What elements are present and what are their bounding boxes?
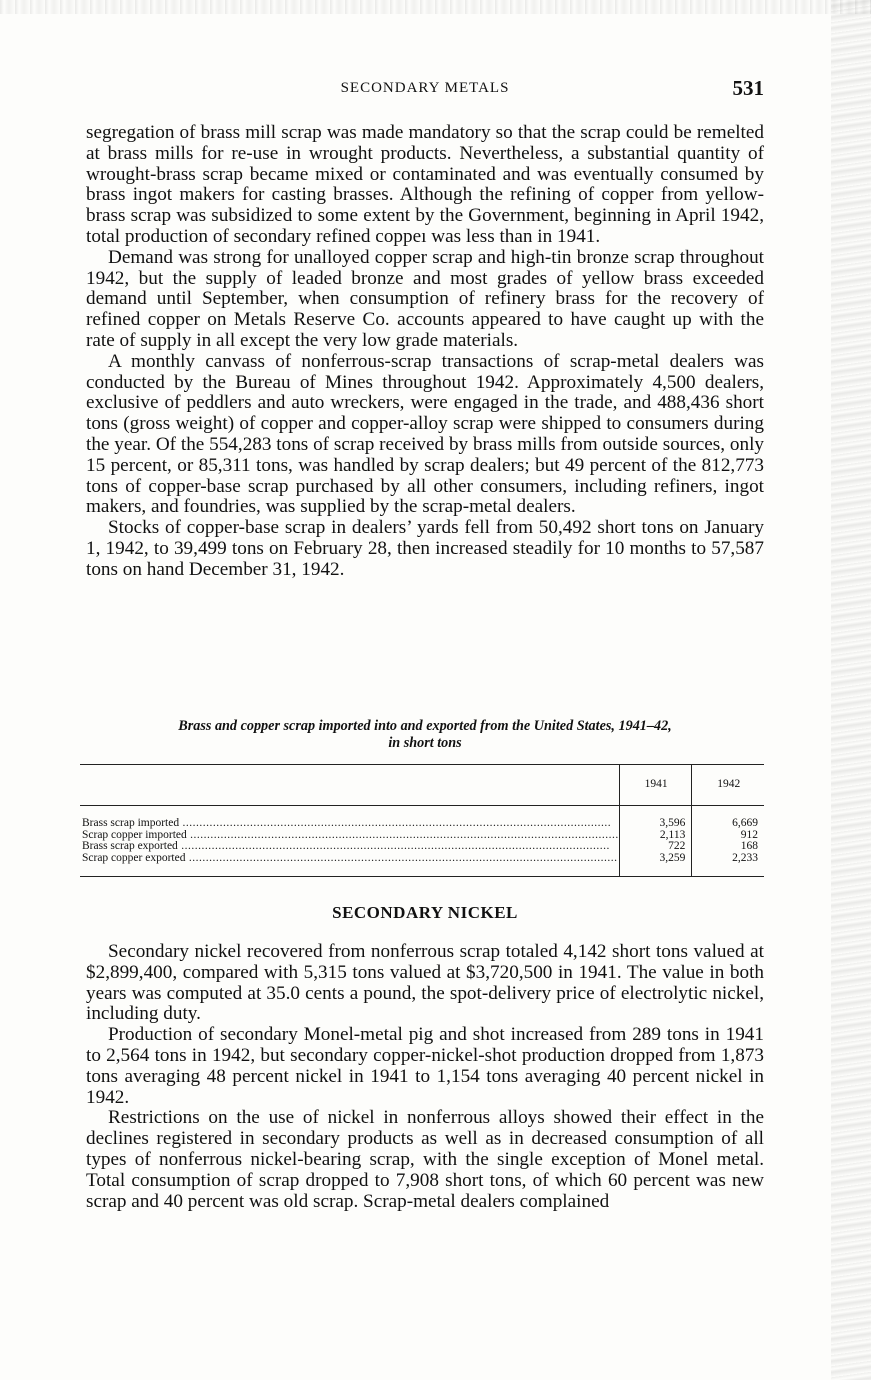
table-header-1942: 1942	[692, 765, 764, 806]
cell-1941: 3,596	[619, 806, 692, 830]
dot-leader	[179, 817, 611, 829]
table-caption-line: in short tons	[388, 735, 462, 751]
row-label-text: Scrap copper imported	[82, 829, 187, 841]
cell-1942: 168	[692, 841, 764, 853]
row-label-text: Brass scrap imported	[82, 817, 180, 830]
running-title: SECONDARY METALS	[340, 80, 510, 96]
cell-1941: 2,113	[619, 830, 692, 842]
paragraph: segregation of brass mill scrap was made mandatory so that the scrap could be remelted at brass mills for re-use in wrought products. Nevertheless, a substantial quantity of wrought-brass scrap became mixed or contaminated and was eventually consumed by brass ingot makers for casting brasses. Although the refining of copper from yellow-brass scrap was subsidized to some extent by the Government, beginning in April 1942, total production of secondary refined coppeı was less than in 1941.	[86, 122, 764, 247]
paragraph: Secondary nickel recovered from nonferrous scrap totaled 4,142 short tons valued at $2,899,400, compared with 5,315 tons valued at $3,720,500 in 1941. The value in both years was computed at 35.0 cents a pound, the spot-delivery price of electrolytic nickel, including duty.	[86, 941, 764, 1025]
body-text-bottom	[86, 942, 764, 1212]
scrap-trade-table	[80, 764, 764, 877]
cell-1942: 6,669	[692, 806, 764, 830]
row-label	[80, 806, 619, 830]
cell-1941: 3,259	[619, 853, 692, 877]
table-caption	[86, 718, 764, 752]
cell-1942: 2,233	[692, 853, 764, 877]
dot-leader	[178, 841, 610, 852]
table-header-1941: 1941	[619, 765, 692, 806]
running-head	[86, 76, 764, 102]
row-label	[80, 841, 619, 853]
paragraph: Production of secondary Monel-metal pig and shot increased from 289 tons in 1941 to 2,564 tons in 1942, but secondary copper-nickel-shot production dropped from 1,873 tons averaging 48 percent nickel in 1941 to 1,154 tons averaging 40 percent nickel in 1942.	[86, 1024, 764, 1108]
row-label	[80, 830, 619, 842]
table-header-blank	[80, 765, 619, 806]
paragraph: Restrictions on the use of nickel in nonferrous alloys showed their effect in the declines registered in secondary products as well as in decreased consumption of all types of nonferrous nickel-bearing scrap, with the single exception of Monel metal. Total consumption of scrap dropped to 7,908 short tons, of which 60 percent was new scrap and 40 percent was old scrap. Scrap-metal dealers complained	[86, 1107, 764, 1212]
dot-leader	[187, 830, 619, 841]
paragraph: Demand was strong for unalloyed copper scrap and high-tin bronze scrap throughout 1942, but the supply of leaded bronze and most grades of yellow brass exceeded demand until September, when consumption of refinery brass for the recovery of refined copper on Metals Reserve Co. accounts appeared to have caught up with the rate of supply in all except the very low grade materials.	[86, 246, 764, 351]
paragraph: A monthly canvass of nonferrous-scrap transactions of scrap-metal dealers was conducted by the Bureau of Mines throughout 1942. Approximately 4,500 dealers, exclusive of peddlers and auto wreckers, were engaged in the trade, and 488,436 short tons (gross weight) of copper and copper-alloy scrap were shipped to consumers during the year. Of the 554,283 tons of scrap received by brass mills from outside sources, only 15 percent, or 85,311 tons, was handled by scrap dealers; but 49 percent of the 812,773 tons of copper-base scrap purchased by all other consumers, including refiners, ingot makers, and foundries, was supplied by the scrap-metal dealers.	[86, 350, 764, 518]
cell-1942: 912	[692, 830, 764, 842]
table-row	[80, 830, 764, 842]
section-heading: SECONDARY NICKEL	[332, 903, 518, 922]
row-label-text: Brass scrap exported	[82, 841, 178, 853]
cell-1941: 722	[619, 841, 692, 853]
row-label	[80, 853, 619, 877]
paragraph: Stocks of copper-base scrap in dealers’ yards fell from 50,492 short tons on January 1, 1942, to 39,499 tons on February 28, then increased steadily for 10 months to 57,587 tons on hand December 31, 1942.	[86, 517, 764, 580]
table-caption-line: Brass and copper scrap imported into and exported from the United States, 1941–42,	[178, 718, 672, 734]
body-text-top	[86, 123, 764, 581]
table-header-row	[80, 765, 764, 806]
scan-noise-edge	[831, 0, 871, 1380]
table-row	[80, 806, 764, 830]
dot-leader	[185, 853, 617, 864]
row-label-text: Scrap copper exported	[82, 852, 186, 864]
scan-noise-top	[0, 0, 871, 14]
page-number: 531	[732, 76, 764, 100]
table-row	[80, 853, 764, 877]
